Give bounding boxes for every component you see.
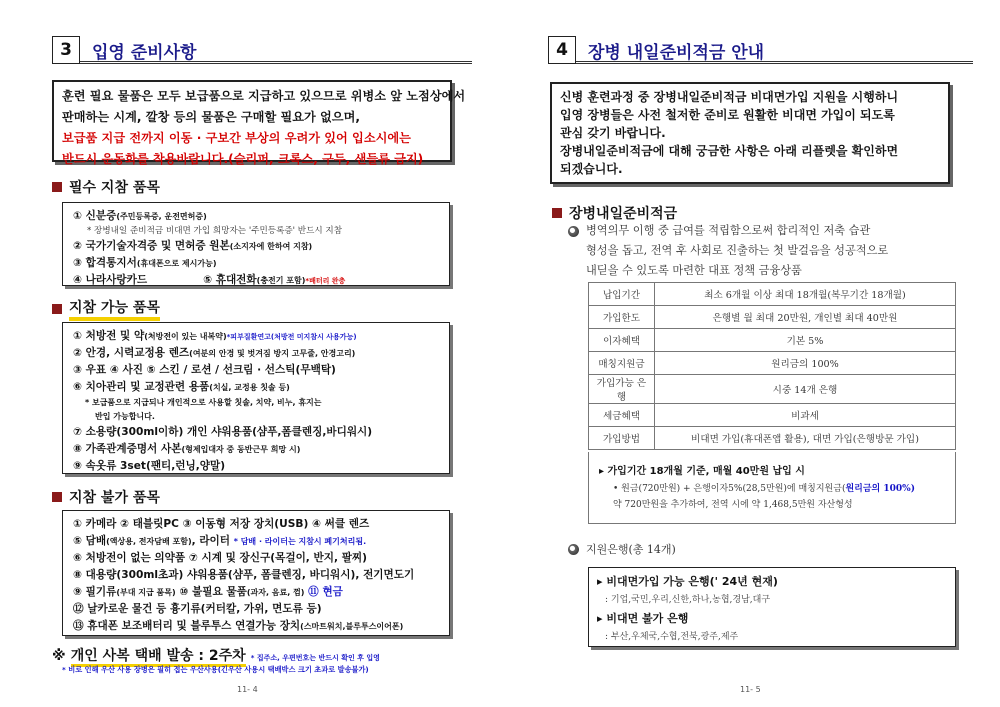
table-cell-key: 가입한도 bbox=[589, 306, 655, 329]
list-note: * 보급품으로 지급되나 개인적으로 사용할 칫솔, 치약, 비누, 휴지는 bbox=[85, 398, 322, 407]
list-note: 반입 가능합니다. bbox=[95, 412, 155, 421]
savings-description bbox=[568, 226, 586, 237]
square-bullet-icon bbox=[52, 182, 62, 192]
section-title-row bbox=[548, 34, 973, 66]
page-number: 11- 4 bbox=[237, 685, 258, 694]
table-row bbox=[589, 375, 956, 404]
prohibited-items-box bbox=[62, 510, 450, 636]
list-item: ⑤ 담배(액상용, 전자담배 포함), 라이터 * 담배 · 라이터는 지참시 폐기처리됨. bbox=[73, 535, 367, 547]
table-cell-key: 가입방법 bbox=[589, 427, 655, 450]
example-heading: ▸ 가입기간 18개월 기준, 매월 40만원 납입 시 bbox=[599, 466, 805, 477]
table-cell-value: 은행별 월 최대 20만원, 개인별 최대 40만원 bbox=[655, 306, 956, 329]
table-row bbox=[589, 352, 956, 375]
online-banks-list: : 기업,국민,우리,신한,하나,농협,경남,대구 bbox=[605, 595, 771, 605]
table-row bbox=[589, 404, 956, 427]
table-cell-key: 납입기간 bbox=[589, 283, 655, 306]
required-items-box bbox=[62, 202, 450, 286]
table-cell-value: 비과세 bbox=[655, 404, 956, 427]
parcel-notice bbox=[52, 645, 462, 665]
list-item: ⑥ 치아관리 및 교정관련 용품(치실, 교정용 칫솔 등) bbox=[73, 381, 290, 393]
list-item: ③ 우표 ④ 사진 ⑤ 스킨 / 로션 / 선크림 · 선스틱(무백탁) bbox=[73, 364, 336, 376]
table-cell-value: 기본 5% bbox=[655, 329, 956, 352]
table-cell-value: 원리금의 100% bbox=[655, 352, 956, 375]
section-title: 입영 준비사항 bbox=[92, 42, 197, 63]
table-row bbox=[589, 427, 956, 450]
savings-example bbox=[588, 452, 956, 524]
section-number: 3 bbox=[52, 36, 80, 64]
list-item: ③ 합격통지서(휴대폰으로 제시가능) bbox=[73, 257, 217, 269]
table-cell-key: 세금혜택 bbox=[589, 404, 655, 427]
required-heading: 필수 지참 품목 bbox=[52, 177, 160, 197]
table-row bbox=[589, 329, 956, 352]
table-cell-key: 이자혜택 bbox=[589, 329, 655, 352]
list-item: ⑧ 가족관계증명서 사본(형제입대자 중 동반근무 희망 시) bbox=[73, 443, 301, 455]
section-title: 장병 내일준비적금 안내 bbox=[588, 42, 765, 63]
example-detail: 약 720만원을 추가하여, 전역 시에 약 1,468,5만원 자산형성 bbox=[613, 500, 853, 510]
notice-box: 훈련 필요 물품은 모두 보급품으로 지급하고 있으므로 위병소 앞 노점상에서 판매하는 시계, 깔창 등의 물품은 구매할 필요가 없으며, 보급품 지급 전까지 이동 · 구보간 부상의 우려가 있어 입소시에는 반드시 운동화를 착용바랍니다.(슬리퍼, 크록스, 구두, 샌들류 금지) bbox=[52, 80, 452, 162]
table-cell-key: 매칭지원금 bbox=[589, 352, 655, 375]
savings-heading: 장병내일준비적금 bbox=[552, 203, 677, 223]
prohibited-heading: 지참 불가 품목 bbox=[52, 487, 160, 507]
page-number: 11- 5 bbox=[740, 685, 761, 694]
circle-bullet-icon bbox=[568, 544, 579, 555]
table-row bbox=[589, 306, 956, 329]
square-bullet-icon bbox=[52, 304, 62, 314]
list-item: ② 국가기술자격증 및 면허증 원본(소지자에 한하여 지참) bbox=[73, 240, 313, 252]
example-detail: • 원금(720만원) + 은행이자5%(28,5만원)에 매칭지원금(원리금의 100%) bbox=[613, 484, 915, 494]
savings-description-text: 병역의무 이행 중 급여를 적립함으로써 합리적인 저축 습관 형성을 돕고, 전역 후 사회로 진출하는 첫 발걸음을 성공적으로 내딛을 수 있도록 마련한 대표 정책 금융상품 bbox=[586, 224, 889, 277]
list-item: ① 카메라 ② 태블릿PC ③ 이동형 저장 장치(USB) ④ 써클 렌즈 bbox=[73, 518, 370, 530]
list-item: ⑫ 날카로운 물건 등 흉기류(커터칼, 가위, 면도류 등) bbox=[73, 603, 322, 615]
banks-box bbox=[588, 567, 956, 647]
parcel-note: * 집주소, 우편번호는 반드시 확인 후 입영 bbox=[250, 654, 380, 662]
circle-bullet-icon bbox=[568, 226, 579, 237]
list-item: ④ 나라사랑카드 ⑤ 휴대전화(충전기 포함)*배터리 완충 bbox=[73, 274, 346, 286]
list-item: ⑨ 속옷류 3set(팬티,런닝,양말) bbox=[73, 460, 226, 472]
optional-heading: 지참 가능 품목 bbox=[52, 297, 160, 321]
table-cell-value: 시중 14개 은행 bbox=[655, 375, 956, 404]
table-cell-value: 최소 6개월 이상 최대 18개월(복무기간 18개월) bbox=[655, 283, 956, 306]
list-item: ⑧ 대용량(300ml초과) 샤워용품(샴푸, 폼클렌징, 바디워시), 전기면도기 bbox=[73, 569, 415, 581]
list-item: ① 신분증(주민등록증, 운전면허증) bbox=[73, 210, 207, 222]
list-item: ① 처방전 및 약(처방전이 있는 내복약)*피부질환연고(처방전 미지참시 사용가능) bbox=[73, 330, 357, 342]
section-title-row bbox=[52, 34, 472, 66]
list-item: ⑨ 필기류(부대 지급 품목) ⑩ 불필요 물품(과자, 음료, 껌) ⑪ 현금 bbox=[73, 586, 343, 598]
table-cell-key: 가입가능 은행 bbox=[589, 375, 655, 404]
list-item: ② 안경, 시력교정용 렌즈(여분의 안경 및 벗겨짐 방지 고무줄, 안경고리) bbox=[73, 347, 356, 359]
section-number: 4 bbox=[548, 36, 576, 64]
table-cell-value: 비대면 가입(휴대폰앱 활용), 대면 가입(은행방문 가입) bbox=[655, 427, 956, 450]
list-note: * 장병내일 준비적금 비대면 가입 희망자는 '주민등록증' 반드시 지참 bbox=[87, 226, 343, 236]
online-banks-heading: ▸ 비대면가입 가능 은행(' 24년 현재) bbox=[597, 575, 778, 588]
square-bullet-icon bbox=[552, 208, 562, 218]
offline-banks-list: : 부산,우체국,수협,전북,광주,제주 bbox=[605, 632, 739, 642]
notice-box: 신병 훈련과정 중 장병내일준비적금 비대면가입 지원을 시행하니 입영 장병들은 사전 철저한 준비로 원활한 비대면 가입이 되도록 관심 갖기 바랍니다. 장병내일준비적금에 대해 궁금한 사항은 아래 리플렛을 확인하면 되겠습니다. bbox=[550, 82, 950, 184]
parcel-title: 개인 사복 택배 발송 : 2주차 bbox=[71, 648, 246, 667]
square-bullet-icon bbox=[52, 492, 62, 502]
reference-mark: ※ bbox=[52, 648, 66, 664]
list-item: ⑦ 소용량(300ml이하) 개인 샤워용품(샴푸,폼클렌징,바디워시) bbox=[73, 426, 373, 438]
savings-benefits-table bbox=[588, 282, 956, 450]
table-row bbox=[589, 283, 956, 306]
list-item: ⑥ 처방전이 없는 의약품 ⑦ 시계 및 장신구(목걸이, 반지, 팔찌) bbox=[73, 552, 368, 564]
list-item: ⑬ 휴대폰 보조배터리 및 블루투스 연결가능 장치(스마트워치,블루투스이어폰) bbox=[73, 620, 404, 632]
banks-heading: 지원은행(총 14개) bbox=[568, 541, 676, 557]
offline-banks-heading: ▸ 비대면 불가 은행 bbox=[597, 612, 689, 625]
umbrella-note: * 비로 인해 우산 사용 장병은 필히 접는 우산사용(긴우산 사용시 택배박스 크기 초과로 발송불가) bbox=[62, 665, 369, 674]
optional-items-box bbox=[62, 322, 450, 474]
